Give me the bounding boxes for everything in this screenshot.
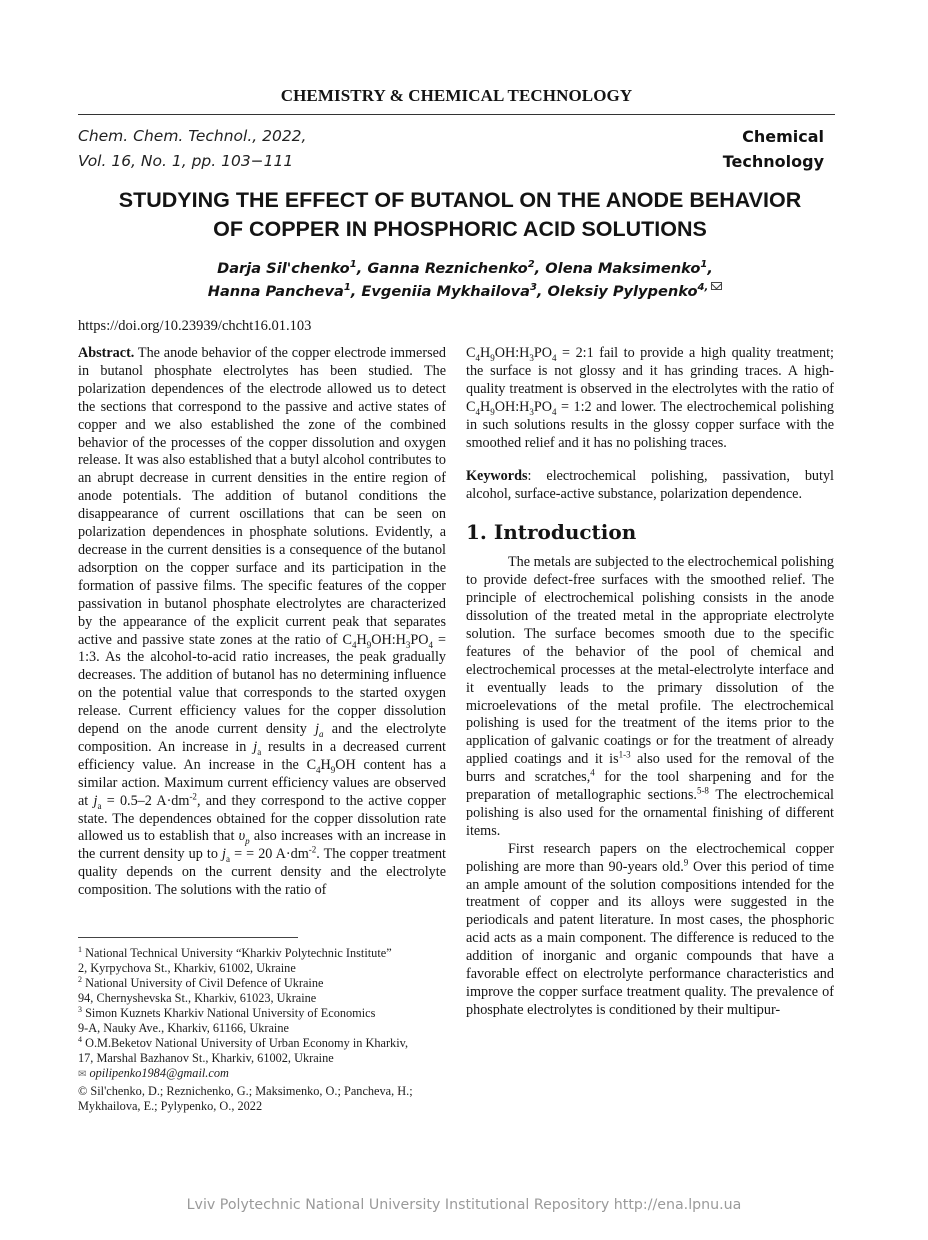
footnote-number: 1 — [78, 944, 82, 954]
abstract-ratio: = 1:2 — [556, 398, 592, 415]
keywords-paragraph — [466, 468, 834, 504]
citation-block — [78, 124, 306, 174]
citation-ref: 4 — [590, 767, 595, 778]
abstract-ratio: = 2:1 — [556, 345, 594, 361]
author-affiliation: 3 — [529, 282, 537, 294]
author-affiliation: 1 — [349, 259, 357, 271]
abstract-text: content has a similar action. Maximum current efficiency values are observed at — [78, 756, 446, 809]
citation-line-2: Vol. 16, No. 1, pp. 103−111 — [78, 152, 294, 170]
author-list — [110, 257, 820, 303]
citation-line-1: Chem. Chem. Technol., 2022, — [78, 127, 307, 145]
intro-text: Over this period of time an ample amount of the solution compositions intended for the treatment of copper and its alloys were suggested in the periodicals and patent literature. In most cases, the phosphoric acid acts as a main component. The difference is reduced to the addition of inorganic and organic compounds that have a favorable effect on electrolyte performance characteristics and improve the copper surface treatment quality. The prevalence of phosphate electrolytes is conditioned by their multipur- — [466, 858, 834, 1018]
footnote-email[interactable] — [78, 1066, 458, 1082]
envelope-icon: ✉ — [78, 1069, 87, 1080]
citation-ref: 1-3 — [618, 749, 631, 760]
abstract-exponent: -2 — [189, 790, 197, 801]
footnote-line — [78, 946, 458, 961]
header-divider — [78, 114, 835, 115]
keywords-label: Keywords — [466, 468, 528, 485]
author-affiliation: 4, — [697, 282, 709, 294]
abstract-ratio: = 1:3 — [78, 631, 447, 666]
author-affiliation: 1 — [343, 282, 351, 294]
section-heading-introduction: 1. Introduction — [466, 520, 637, 545]
intro-paragraph-2 — [466, 841, 834, 1020]
intro-paragraph-1 — [466, 554, 834, 841]
footnote-number: 2 — [78, 974, 82, 984]
keywords-text: : electrochemical polishing, passivation, butyl alcohol, surface-active substance, polarization dependence. — [466, 468, 834, 503]
abstract-text: also increases with an increase in the current density up to — [78, 828, 446, 863]
abstract-paragraph: Abstract. The anode behavior of the copper electrode immersed in butanol phosphate electrolytes has been studied. The polarization dependences of the electrode allowed us to detect the sections that correspond to the passive and active states of copper and we also established the zone of the combined behavior of the processes of the copper dissolution and oxygen release. It was also established that a butyl alcohol contributes to an abrupt decrease in current densities in the entire region of anode potentials. The addition of butanol conditions the disappearance of current oscillations that can be seen on polarization dependences in phosphate solutions. Evidently, a decrease in the current densities is a consequence of the butanol adsorption on the copper surface and its participation in the formation of passive films. The specific features of the copper passivation in butanol phosphate electrolytes are characterized by the appearance of the explicit current peak that separates active and passive state zones at the ratio of $C_4H_9OH:H_3PO_4$ = 1:3. As the alcohol-to-acid ratio increases, the peak gradually decreases. The addition of butanol has no determining influence on the potential value that corresponds to the started oxygen release. Current efficiency values for the copper dissolution depend on the anode current density $j_a$ and the electrolyte composition. An increase in $j_a$ results in a decreased current efficiency value. An increase in the $C_4H_9OH$ content has a similar action. Maximum current efficiency values are observed at $j_a = 0.5-2$ $A\cdot dm^{-2}$, and they correspond to the active copper state. The dependences obtained for the copper dissolution rate allowed us to establish that $\upsilon_p$ also increases with an increase in the current density up to $j_a$ = = 20 $A\cdot dm^{-2}$. The copper treatment quality depends on the current density and the electrolyte composition. The solutions with the ratio of — [78, 345, 447, 899]
abstract-value: = 0.5–2 A·dm — [101, 792, 190, 809]
author-affiliation: 1 — [700, 259, 708, 271]
brand-line-1: Chemical — [742, 127, 824, 146]
author-name: Evgeniia Mykhailova — [361, 283, 530, 300]
citation-ref: 5-8 — [696, 785, 709, 796]
intro-text: for the tool sharpening and for the preparation of metallographic sections. — [466, 769, 835, 804]
title-line-1: STUDYING THE EFFECT OF BUTANOL ON THE ANODE BEHAVIOR — [118, 188, 802, 212]
abstract-value: = = 20 A·dm — [230, 846, 309, 863]
author-affiliation: 2 — [527, 259, 535, 271]
intro-text: also used for the removal of the burrs and scratches, — [466, 751, 835, 786]
footnote-line: 94, Chernyshevska St., Kharkiv, 61023, Ukraine — [78, 991, 317, 1005]
right-column — [466, 345, 834, 1020]
article-title — [60, 186, 860, 244]
author-name: Ganna Reznichenko — [367, 260, 528, 277]
abstract-exponent: -2 — [308, 844, 317, 855]
abstract-text: and lower. The electrochemical polishing in such solutions results in the glossy copper surface with the smoothed relief and it has no polishing traces. — [466, 398, 834, 451]
email-text: opilipenko1984@gmail.com — [89, 1066, 229, 1080]
repository-footer: Lviv Polytechnic National University Institutional Repository http://ena.lpnu.ua — [186, 1197, 742, 1213]
abstract-text: . The copper treatment quality depends on the current density and the electrolyte composition. The solutions with the ratio of — [78, 846, 446, 899]
envelope-icon — [711, 282, 722, 290]
intro-text: The metals are subjected to the electrochemical polishing to provide defect-free surfaces with the smoothed relief. The principle of electrochemical polishing consists in the anode dissolution of the treated metal in the appropriate electrolyte solution. The surface becomes smooth due to the specific features of the behavior of the pool of chemical and electrochemical processes at the metal-electrolyte interface and it eventually leads to the primary dissolution of the microelevations of the metal profile. The electrochemical polishing is used for the treatment of the items prior to the application of galvanic coatings or for the treatment of already applied coatings and it is — [466, 554, 834, 768]
footnote-text: National Technical University “Kharkiv Polytechnic Institute” — [85, 946, 392, 960]
footnote-text: Simon Kuznets Kharkiv National University of Economics — [85, 1006, 376, 1020]
footnote-line — [78, 1036, 458, 1051]
author-name: Oleksiy Pylypenko — [547, 283, 698, 300]
intro-text: First research papers on the electrochemical copper polishing are more than 90-years old. — [466, 840, 834, 875]
copyright-line: Mykhailova, E.; Pylypenko, O., 2022 — [78, 1099, 263, 1113]
title-line-2: OF COPPER IN PHOSPHORIC ACID SOLUTIONS — [213, 217, 707, 241]
footnote-line: 2, Kyrpychova St., Kharkiv, 61002, Ukraine — [78, 961, 296, 975]
footnote-line: 17, Marshal Bazhanov St., Kharkiv, 61002, Ukraine — [78, 1051, 334, 1065]
abstract-label: Abstract. — [78, 345, 135, 361]
author-name: Hanna Pancheva — [207, 283, 344, 300]
journal-header: CHEMISTRY & CHEMICAL TECHNOLOGY — [280, 86, 633, 105]
author-line-1: Darja Sil'chenko$^1$, Ganna Reznichenko$^2$, Olena Maksimenko$^1$, — [217, 259, 713, 277]
abstract-text: . As the alcohol-to-acid ratio increases, the peak gradually decreases. The addition of butanol has no determining influence on the potential value that corresponds to the started oxygen release. Current efficiency values for the copper dissolution depend on the anode current density — [78, 649, 446, 738]
footnote-line — [78, 1006, 458, 1021]
brand-line-2: Technology — [722, 152, 824, 171]
journal-brand — [723, 124, 824, 174]
left-column — [78, 345, 446, 900]
abstract-text: , and they correspond to the active copper state. The dependences obtained for the copper dissolution rate allowed us to establish that — [78, 792, 446, 845]
abstract-continuation: $C_4H_9OH:H_3PO_4$ = 2:1 fail to provide a high quality treatment; the surface is not glossy and it has grinding traces. A high-quality treatment is observed in the electrolytes with the ratio of $C_4H_9OH:H_3PO_4$ = 1:2 and lower. The electrochemical polishing in such solutions results in the glossy copper surface with the smoothed relief and it has no polishing traces. — [466, 345, 834, 451]
abstract-text: and the electrolyte composition. An increase in — [78, 721, 446, 755]
footnote-number: 3 — [78, 1004, 82, 1014]
author-line-2: Hanna Pancheva$^1$, Evgeniia Mykhailova$^3$, Oleksiy Pylypenko$^{4,}$ — [110, 280, 820, 303]
author-name: Olena Maksimenko — [545, 260, 701, 277]
doi-link[interactable]: https://doi.org/10.23939/chcht16.01.103 — [78, 318, 312, 334]
footnote-text: National University of Civil Defence of Ukraine — [85, 976, 324, 990]
footnote-divider — [78, 937, 298, 938]
footnote-text: O.M.Beketov National University of Urban Economy in Kharkiv, — [85, 1036, 409, 1050]
footnote-line — [78, 976, 458, 991]
author-name: Darja Sil'chenko — [217, 260, 350, 277]
footnote-line: 9-A, Nauky Ave., Kharkiv, 61166, Ukraine — [78, 1021, 289, 1035]
abstract-text: The anode behavior of the copper electrode immersed in butanol phosphate electrolytes has been studied. The polarization dependences of the electrode allowed us to detect the sections that correspond to the passive and active states of copper and we also established the zone of the combined behavior of the processes of the copper dissolution and oxygen release. It was also established that a butyl alcohol contributes to an abrupt decrease in current densities in the entire region of anode potentials. The addition of butanol conditions the disappearance of current oscillations that can be seen on polarization dependences in phosphate solutions. Evidently, a decrease in the current densities is a consequence of the butanol adsorption on the copper surface and its participation in the formation of passive films. The specific features of the copper passivation in butanol phosphate electrolytes are characterized by the appearance of the explicit current peak that separates active and passive state zones at the ratio of — [78, 345, 446, 648]
affiliation-footnotes — [78, 946, 458, 1114]
citation-ref: 9 — [683, 856, 689, 867]
abstract-text: fail to provide a high quality treatment; the surface is not glossy and it has grinding traces. A high-quality treatment is observed in the electrolytes with the ratio of — [466, 345, 834, 397]
intro-text: The electrochemical polishing is also used for the ornamental finishing of different items. — [466, 787, 834, 839]
footnote-number: 4 — [78, 1034, 82, 1044]
copyright-line: © Sil'chenko, D.; Reznichenko, G.; Maksimenko, O.; Pancheva, H.; — [78, 1084, 413, 1098]
abstract-text: results in a decreased current efficiency value. An increase in the — [78, 738, 446, 773]
